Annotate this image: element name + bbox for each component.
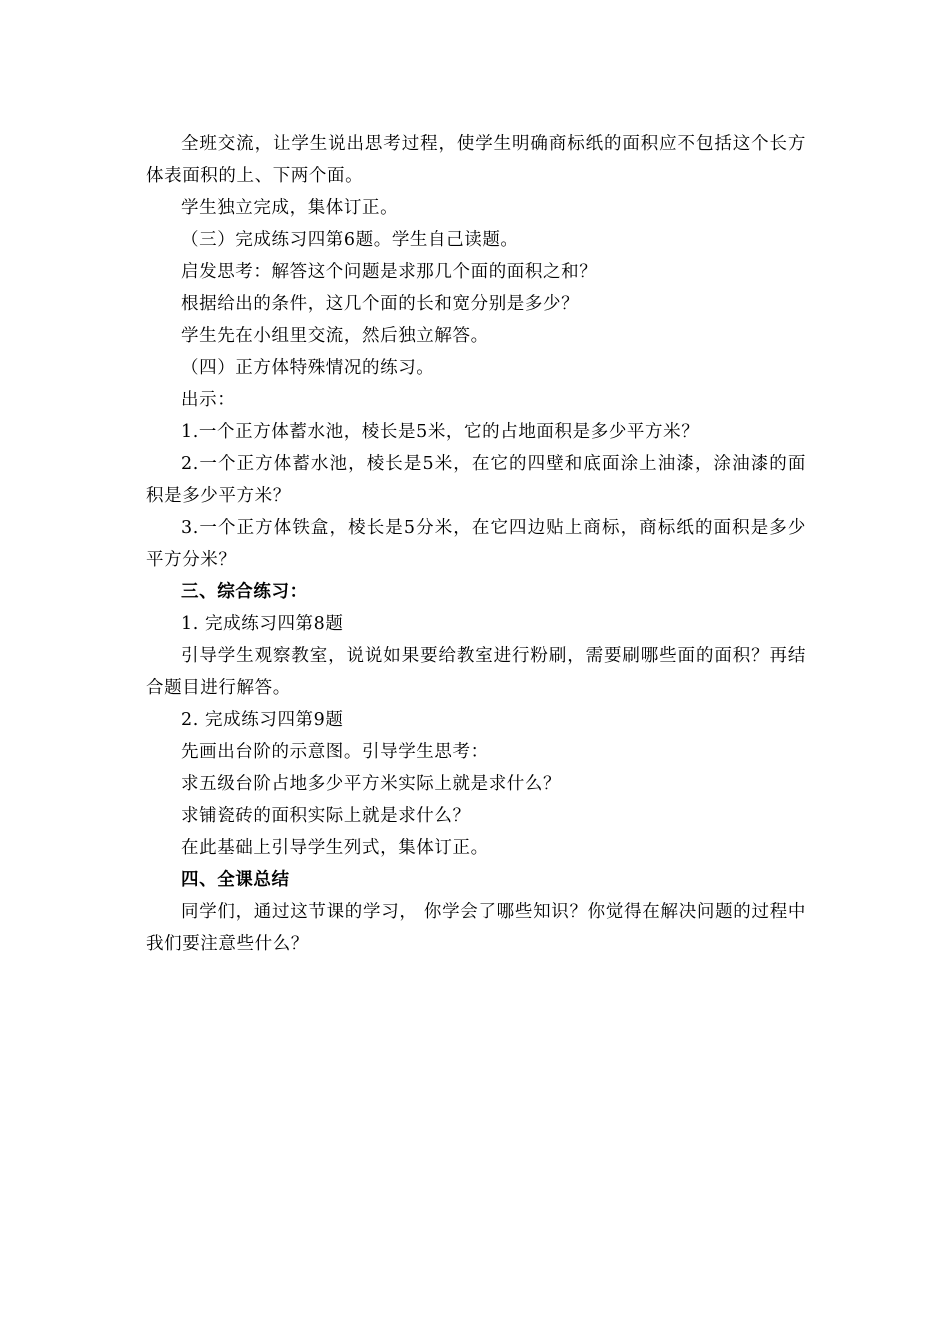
paragraph-summary-question: 同学们，通过这节课的学习， 你学会了哪些知识？你觉得在解决问题的过程中我们要注意些什么？ (146, 902, 806, 954)
section-heading-comprehensive-practice: 三、综合练习： (181, 582, 308, 602)
paragraph-problem-1: 1.一个正方体蓄水池，棱长是5米，它的占地面积是多少平方米？ (181, 422, 700, 442)
paragraph-exercise-8: 1. 完成练习四第8题 (181, 614, 344, 634)
paragraph-independent-work: 学生独立完成，集体订正。 (181, 198, 399, 218)
paragraph-exercise-6: （三）完成练习四第6题。学生自己读题。 (181, 230, 519, 250)
paragraph-tile-area: 求铺瓷砖的面积实际上就是求什么？ (181, 806, 471, 826)
document-body (146, 128, 806, 960)
paragraph-list-formula: 在此基础上引导学生列式，集体订正。 (181, 838, 489, 858)
paragraph-show: 出示： (181, 390, 236, 410)
paragraph-problem-2: 2.一个正方体蓄水池，棱长是5米，在它的四壁和底面涂上油漆，涂油漆的面积是多少平方米？ (146, 454, 806, 506)
paragraph-problem-3: 3.一个正方体铁盒，棱长是5分米，在它四边贴上商标，商标纸的面积是多少平方分米？ (146, 518, 806, 570)
paragraph-classroom-painting: 引导学生观察教室，说说如果要给教室进行粉刷，需要刷哪些面的面积？再结合题目进行解答。 (146, 646, 806, 698)
paragraph-cube-special: （四）正方体特殊情况的练习。 (181, 358, 435, 378)
paragraph-exercise-9: 2. 完成练习四第9题 (181, 710, 344, 730)
paragraph-class-discussion: 全班交流，让学生说出思考过程，使学生明确商标纸的面积应不包括这个长方体表面积的上、下两个面。 (146, 134, 806, 186)
section-heading-lesson-summary: 四、全课总结 (181, 870, 290, 890)
paragraph-steps-area: 求五级台阶占地多少平方米实际上就是求什么？ (181, 774, 562, 794)
paragraph-draw-steps: 先画出台阶的示意图。引导学生思考： (181, 742, 489, 762)
paragraph-given-conditions: 根据给出的条件，这几个面的长和宽分别是多少？ (181, 294, 580, 314)
paragraph-group-discussion: 学生先在小组里交流，然后独立解答。 (181, 326, 489, 346)
paragraph-inspire-thinking: 启发思考：解答这个问题是求那几个面的面积之和？ (181, 262, 598, 282)
